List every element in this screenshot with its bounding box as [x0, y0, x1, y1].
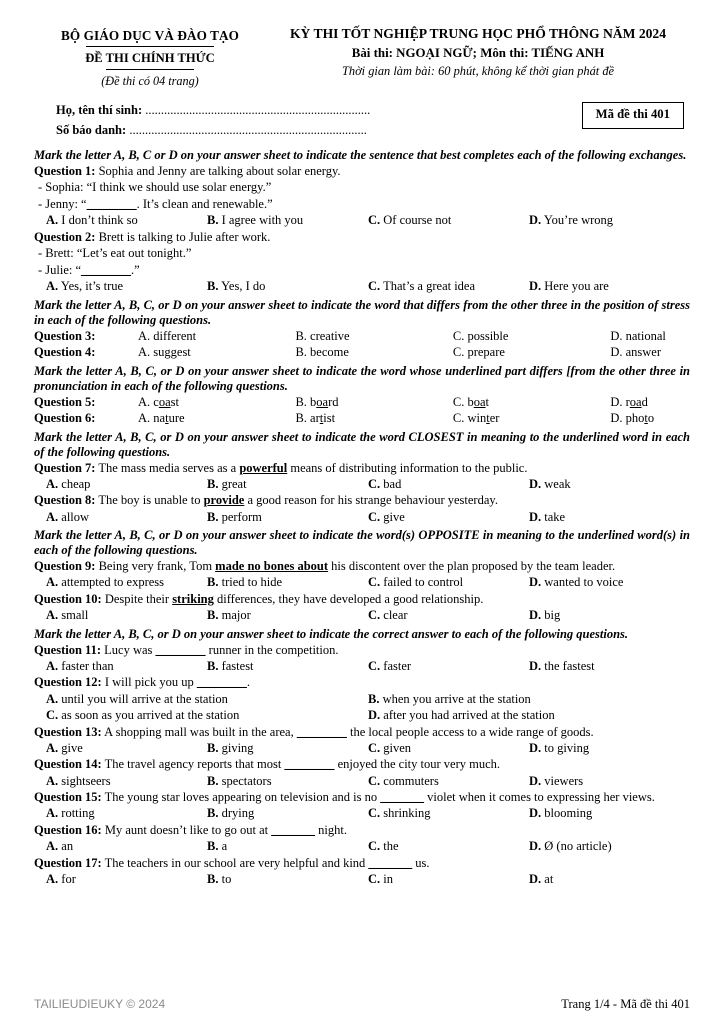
question-13-label: Question 13:	[34, 724, 102, 739]
question-10-stem	[34, 592, 690, 607]
question-3-row	[34, 329, 690, 345]
question-14-label: Question 14:	[34, 757, 102, 772]
option-b[interactable]: B. drying	[207, 806, 255, 821]
option-a[interactable]: A. faster than	[46, 658, 114, 673]
question-15-blank: _______	[380, 790, 425, 805]
option-d[interactable]: D. Ø (no article)	[529, 839, 612, 854]
question-7-options	[34, 477, 690, 493]
question-9-keyword: made no bones about	[215, 559, 329, 574]
option-c[interactable]: C. That’s a great idea	[368, 279, 476, 294]
option-b[interactable]: B. tried to hide	[207, 575, 282, 590]
question-15-stem	[34, 790, 690, 805]
option-d[interactable]: D. the fastest	[529, 658, 595, 673]
question-17-post: us.	[412, 855, 430, 870]
exam-title: KỲ THI TỐT NGHIỆP TRUNG HỌC PHỔ THÔNG NĂM 2024	[289, 26, 667, 41]
question-15-post: violet when it comes to expressing her views.	[424, 790, 655, 805]
question-13-pre: A shopping mall was built in the area,	[104, 724, 297, 739]
instruction-correct-answer: Mark the letter A, B, C, or D on your answer sheet to indicate the correct answer to each of the following questions.	[34, 626, 629, 641]
question-11-options	[34, 659, 690, 675]
question-2-line-2	[34, 263, 690, 279]
question-15-pre: The young star loves appearing on television and is no	[104, 790, 381, 805]
option-b[interactable]: B. to	[207, 871, 232, 886]
option-c[interactable]: C. given	[368, 740, 412, 755]
question-15-options	[34, 806, 690, 822]
candidate-block	[34, 103, 690, 142]
option-a[interactable]: A. coast	[138, 394, 179, 409]
instruction-closest-meaning: Mark the letter A, B, C, or D on your answer sheet to indicate the word CLOSEST in meaning to the underlined word in each of the following questions.	[34, 429, 690, 459]
question-12-pre: I will pick you up	[104, 675, 197, 690]
instruction-opposite-meaning: Mark the letter A, B, C, or D on your answer sheet to indicate the word(s) OPPOSITE in meaning to the underlined word(s) in each of the following questions.	[34, 528, 690, 558]
candidate-id-line	[56, 123, 370, 139]
option-d[interactable]: D. wanted to voice	[529, 575, 624, 590]
candidate-id-label: Số báo danh:	[56, 122, 127, 137]
option-b[interactable]: B. fastest	[207, 658, 254, 673]
option-a[interactable]: A. nature	[138, 411, 185, 426]
option-c[interactable]: C. bad	[368, 476, 402, 491]
exam-subject: Bài thi: NGOẠI NGỮ; Môn thi: TIẾNG ANH	[351, 45, 605, 60]
option-a[interactable]: A. attempted to express	[46, 575, 165, 590]
option-b[interactable]: B. giving	[207, 740, 254, 755]
option-c[interactable]: C. in	[368, 871, 394, 886]
question-1-line2-pre: - Jenny: “	[38, 196, 87, 211]
option-c[interactable]: C. Of course not	[368, 213, 452, 228]
option-d[interactable]: D. weak	[529, 476, 571, 491]
question-1-label: Question 1:	[34, 164, 96, 179]
option-c[interactable]: C. shrinking	[368, 806, 431, 821]
question-1-line-1: - Sophia: “I think we should use solar energy.”	[38, 180, 272, 195]
option-b[interactable]: B. artist	[295, 411, 336, 426]
question-7-pre: The mass media serves as a	[98, 460, 240, 475]
option-b[interactable]: B. creative	[295, 328, 350, 343]
question-12-options-row-2	[34, 708, 690, 724]
option-b[interactable]: B. great	[207, 476, 247, 491]
question-2-line-1: - Brett: “Let’s eat out tonight.”	[38, 246, 192, 261]
question-9-options	[34, 575, 690, 591]
question-1-blank: ________	[86, 196, 137, 211]
option-a[interactable]: A. suggest	[138, 345, 191, 360]
option-d[interactable]: D. big	[529, 608, 561, 623]
instruction-pronunciation: Mark the letter A, B, C, or D on your answer sheet to indicate the word whose underlined part differs [from the other three in pronunciation in each of the following questions.	[34, 363, 690, 393]
question-15-label: Question 15:	[34, 790, 102, 805]
question-2-label: Question 2:	[34, 229, 96, 244]
question-5-row	[34, 395, 690, 411]
question-6-label: Question 6:	[34, 411, 96, 426]
option-c[interactable]: C. as soon as you arrived at the station	[46, 708, 240, 723]
header-divider-2	[106, 69, 194, 70]
question-12-label: Question 12:	[34, 675, 102, 690]
option-c[interactable]: C. boat	[452, 394, 490, 409]
option-a[interactable]: A. Yes, it’s true	[46, 279, 124, 294]
question-14-blank: ________	[284, 757, 335, 772]
question-8-label: Question 8:	[34, 493, 96, 508]
option-c[interactable]: C. winter	[452, 411, 500, 426]
question-1-stem	[34, 164, 690, 179]
option-a[interactable]: A. cheap	[46, 476, 91, 491]
question-8-options	[34, 510, 690, 526]
watermark: TAILIEUDIEUKY © 2024	[34, 996, 166, 1011]
page-header	[34, 26, 690, 89]
option-a[interactable]: A. rotting	[46, 806, 95, 821]
question-17-blank: _______	[368, 855, 413, 870]
question-10-pre: Despite their	[104, 591, 173, 606]
question-5-label: Question 5:	[34, 394, 96, 409]
question-2-text: Brett is talking to Julie after work.	[98, 229, 271, 244]
question-10-label: Question 10:	[34, 591, 102, 606]
question-1-line-2	[34, 197, 690, 213]
question-16-options	[34, 839, 690, 855]
question-17-pre: The teachers in our school are very helpful and kind	[104, 855, 369, 870]
question-12-post: .	[246, 675, 250, 690]
question-2-line2-post: .”	[131, 262, 140, 277]
option-b[interactable]: B. Yes, I do	[207, 279, 266, 294]
question-7-stem	[34, 461, 690, 476]
question-2-stem	[34, 230, 690, 245]
question-2-options	[34, 279, 690, 295]
option-d[interactable]: D. answer	[610, 345, 661, 360]
option-a[interactable]: A. small	[46, 608, 89, 623]
option-c[interactable]: C. faster	[368, 658, 412, 673]
question-9-label: Question 9:	[34, 559, 96, 574]
question-11-post: runner in the competition.	[205, 642, 339, 657]
question-11-pre: Lucy was	[104, 642, 156, 657]
option-d[interactable]: D. after you had arrived at the station	[368, 708, 555, 723]
page-footer	[34, 997, 690, 1013]
question-13-blank: ________	[296, 724, 347, 739]
option-c[interactable]: C. commuters	[368, 773, 439, 788]
question-16-post: night.	[315, 822, 347, 837]
instruction-stress: Mark the letter A, B, C, or D on your answer sheet to indicate the word that differs from the other three in the position of stress in each of the following questions.	[34, 297, 690, 327]
question-8-stem	[34, 493, 690, 508]
question-16-stem	[34, 823, 690, 838]
candidate-fields	[34, 103, 370, 142]
exam-code-box: Mã đề thi 401	[582, 102, 684, 129]
option-c[interactable]: C. clear	[368, 608, 408, 623]
option-c[interactable]: C. the	[368, 839, 399, 854]
option-d[interactable]: D. You’re wrong	[529, 213, 614, 228]
header-right	[266, 26, 690, 79]
question-4-row	[34, 345, 690, 361]
question-8-pre: The boy is unable to	[98, 493, 204, 508]
question-7-keyword: powerful	[239, 460, 288, 475]
question-13-post: the local people access to a wide range of goods.	[346, 724, 594, 739]
question-9-post: his discontent over the plan proposed by the team leader.	[328, 559, 616, 574]
question-10-options	[34, 608, 690, 624]
question-10-keyword: striking	[172, 591, 214, 606]
question-12-blank: ________	[196, 675, 247, 690]
candidate-name-label: Họ, tên thí sinh:	[56, 103, 143, 118]
question-11-stem	[34, 643, 690, 658]
option-d[interactable]: D. photo	[610, 411, 655, 426]
question-7-post: means of distributing information to the public.	[287, 460, 528, 475]
question-8-keyword: provide	[203, 493, 245, 508]
question-8-post: a good reason for his strange behaviour yesterday.	[244, 493, 498, 508]
question-9-stem	[34, 559, 690, 574]
option-d[interactable]: D. blooming	[529, 806, 593, 821]
option-a[interactable]: A. until you will arrive at the station	[46, 691, 228, 706]
question-12-options-row-1	[34, 692, 690, 708]
question-17-stem	[34, 856, 690, 871]
question-3-label: Question 3:	[34, 328, 96, 343]
question-11-label: Question 11:	[34, 642, 102, 657]
question-2-blank: ________	[81, 262, 132, 277]
question-16-pre: My aunt doesn’t like to go out at	[104, 822, 272, 837]
option-b[interactable]: B. when you arrive at the station	[368, 691, 531, 706]
question-14-pre: The travel agency reports that most	[104, 757, 285, 772]
candidate-name-line	[56, 103, 370, 119]
header-left	[34, 26, 266, 89]
question-7-label: Question 7:	[34, 460, 96, 475]
option-b[interactable]: B. board	[295, 394, 339, 409]
question-12-stem	[34, 675, 690, 690]
question-1-line2-post: . It’s clean and renewable.”	[136, 196, 273, 211]
option-a[interactable]: A. sightseers	[46, 773, 111, 788]
option-c[interactable]: C. possible	[452, 328, 509, 343]
option-d[interactable]: D. national	[610, 328, 666, 343]
question-14-options	[34, 774, 690, 790]
question-9-pre: Being very frank, Tom	[98, 559, 216, 574]
header-divider-1	[86, 46, 214, 47]
question-17-options	[34, 872, 690, 888]
option-b[interactable]: B. I agree with you	[207, 213, 304, 228]
option-a[interactable]: A. I don’t think so	[46, 213, 138, 228]
page-count-note: (Đề thi có 04 trang)	[101, 73, 199, 88]
exam-time-note: Thời gian làm bài: 60 phút, không kể thời gian phát đề	[341, 63, 615, 78]
question-2-line2-pre: - Julie: “	[38, 262, 82, 277]
option-b[interactable]: B. perform	[207, 509, 262, 524]
option-c[interactable]: C. failed to control	[368, 575, 464, 590]
option-b[interactable]: B. major	[207, 608, 251, 623]
option-a[interactable]: A. give	[46, 740, 83, 755]
question-1-text: Sophia and Jenny are talking about solar energy.	[98, 164, 341, 179]
option-b[interactable]: B. spectators	[207, 773, 272, 788]
question-13-options	[34, 741, 690, 757]
candidate-id-input[interactable]: ............................................................................	[129, 122, 367, 137]
candidate-name-input[interactable]: ........................................................................	[145, 103, 371, 118]
ministry-name: BỘ GIÁO DỤC VÀ ĐÀO TẠO	[61, 28, 239, 43]
page-number: Trang 1/4 - Mã đề thi 401	[561, 996, 690, 1011]
question-16-label: Question 16:	[34, 822, 102, 837]
option-b[interactable]: B. become	[295, 345, 349, 360]
question-10-post: differences, they have developed a good relationship.	[213, 591, 484, 606]
option-d[interactable]: D. Here you are	[529, 279, 609, 294]
question-14-stem	[34, 757, 690, 772]
option-a[interactable]: A. allow	[46, 509, 90, 524]
option-c[interactable]: C. prepare	[452, 345, 505, 360]
option-a[interactable]: A. different	[138, 328, 197, 343]
option-d[interactable]: D. at	[529, 871, 554, 886]
option-d[interactable]: D. to giving	[529, 740, 590, 755]
question-1-options	[34, 213, 690, 229]
option-a[interactable]: A. for	[46, 871, 76, 886]
option-d[interactable]: D. road	[610, 394, 648, 409]
official-exam-label: ĐỀ THI CHÍNH THỨC	[85, 51, 215, 66]
instruction-complete-exchange: Mark the letter A, B, C or D on your answer sheet to indicate the sentence that best completes each of the following exchanges.	[34, 148, 687, 163]
question-16-blank: _______	[271, 822, 316, 837]
option-c[interactable]: C. give	[368, 509, 405, 524]
question-4-label: Question 4:	[34, 345, 96, 360]
question-11-blank: ________	[155, 642, 206, 657]
exam-content	[34, 148, 690, 887]
option-b[interactable]: B. a	[207, 839, 228, 854]
option-d[interactable]: D. viewers	[529, 773, 584, 788]
option-d[interactable]: D. take	[529, 509, 566, 524]
question-17-label: Question 17:	[34, 855, 102, 870]
question-13-stem	[34, 725, 690, 740]
question-14-post: enjoyed the city tour very much.	[334, 757, 501, 772]
option-a[interactable]: A. an	[46, 839, 74, 854]
question-6-row	[34, 411, 690, 427]
